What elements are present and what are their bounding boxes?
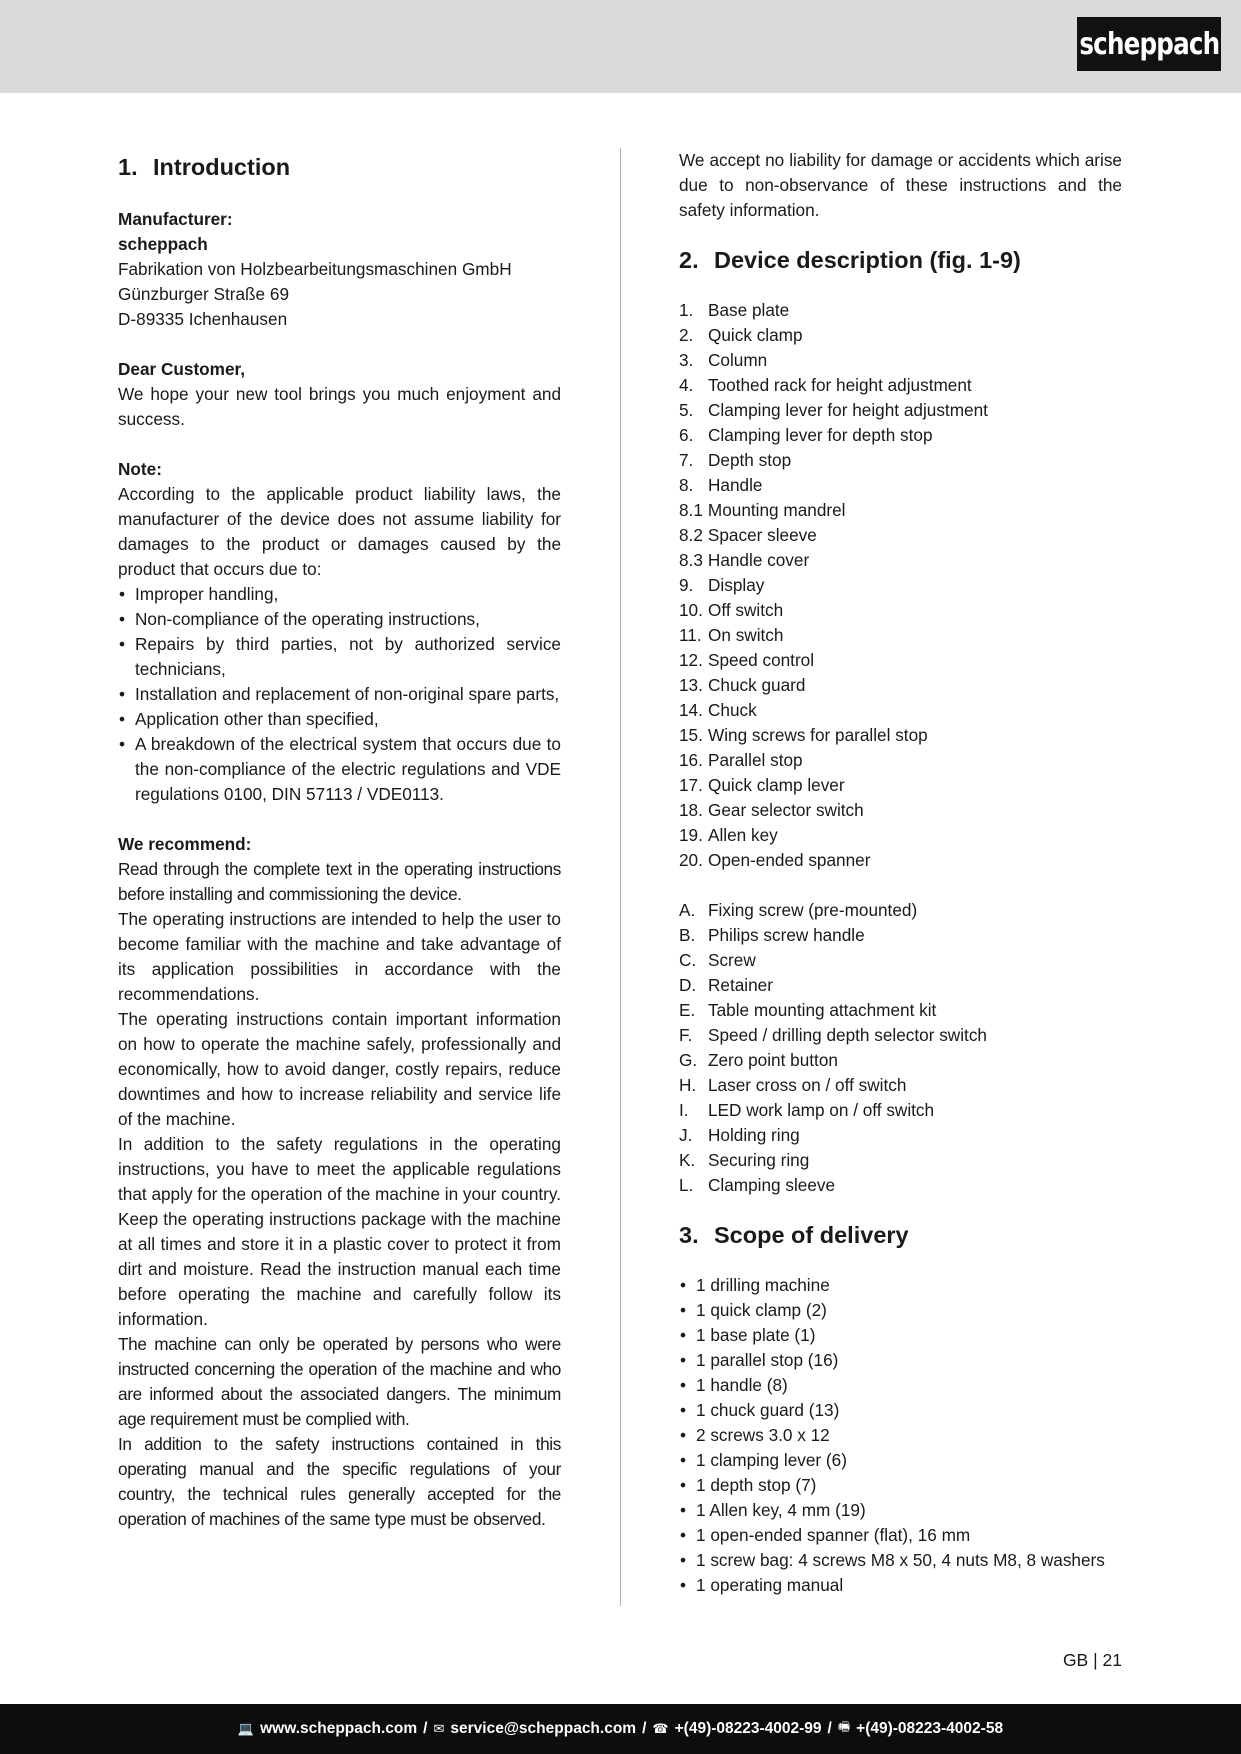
list-item: • 1 chuck guard (13) [679,1398,1122,1423]
list-item: • 1 screw bag: 4 screws M8 x 50, 4 nuts M8, 8 washers [679,1548,1122,1573]
recommend-paragraph: In addition to the safety instructions contained in this operating manual and the specific regulations of your country, the technical rules generally accepted for the operation of machines of the same type must be observed. [118,1434,561,1529]
footer-email[interactable]: service@scheppach.com [450,1720,637,1737]
list-item: E. Table mounting attachment kit [679,1000,937,1020]
address-line: Fabrikation von Holzbearbeitungsmaschinen GmbH [118,259,512,279]
phone-icon: ☎ [652,1721,669,1737]
footer-website[interactable]: www.scheppach.com [260,1720,418,1737]
list-item: 8.2 Spacer sleeve [679,525,817,545]
list-item: I. LED work lamp on / off switch [679,1100,935,1120]
list-item: 8.1 Mounting mandrel [679,500,846,520]
list-item: • Application other than specified, [118,707,561,732]
list-item: 11. On switch [679,625,784,645]
recommend-paragraph: Keep the operating instructions package with the machine at all times and store it in a plastic cover to protect it from dirt and moisture. Read the instruction manual each time before operating the machine and carefully follow its information. [118,1209,561,1329]
list-item: 2. Quick clamp [679,325,803,345]
list-item: 13. Chuck guard [679,675,806,695]
list-item: A. Fixing screw (pre-mounted) [679,900,918,920]
note-text: According to the applicable product liability laws, the manufacturer of the device does not assume liability for damages to the product or damages caused by the product that occurs due to: [118,484,561,579]
list-item: • 2 screws 3.0 x 12 [679,1423,1122,1448]
list-item: F. Speed / drilling depth selector switch [679,1025,987,1045]
list-item: L. Clamping sleeve [679,1175,836,1195]
device-heading: 2. Device description (fig. 1-9) [679,247,1021,273]
address-line: D-89335 Ichenhausen [118,309,288,329]
list-item: 19. Allen key [679,825,778,845]
list-item: G. Zero point button [679,1050,838,1070]
list-item: • A breakdown of the electrical system that occurs due to the non-compliance of the electric regulations and VDE regulations 0100, DIN 57113 / VDE0113. [118,732,561,807]
list-item: K. Securing ring [679,1150,810,1170]
list-item: H. Laser cross on / off switch [679,1075,907,1095]
page-number: GB | 21 [1062,1650,1122,1670]
footer-fax: +(49)-08223-4002-58 [856,1720,1004,1737]
list-item: 15. Wing screws for parallel stop [679,725,928,745]
fax-icon: 🖷 [837,1720,851,1735]
envelope-icon: ✉ [433,1721,445,1737]
list-item: 5. Clamping lever for height adjustment [679,400,988,420]
list-item: 12. Speed control [679,650,815,670]
scope-list [679,1273,1122,1598]
list-item: D. Retainer [679,975,773,995]
list-item: J. Holding ring [679,1125,800,1145]
note-list [118,582,561,807]
list-item: • 1 handle (8) [679,1373,1122,1398]
list-item: 6. Clamping lever for depth stop [679,425,933,445]
recommend-paragraph: In addition to the safety regulations in the operating instructions, you have to meet the applicable regulations that apply for the operation of the machine in your country. [118,1134,561,1204]
list-item: 16. Parallel stop [679,750,803,770]
list-item: • Improper handling, [118,582,561,607]
left-column [118,148,561,1532]
list-item: 4. Toothed rack for height adjustment [679,375,972,395]
scheppach-logo: scheppach [1077,17,1221,71]
list-item: 8.3 Handle cover [679,550,810,570]
list-item: • 1 depth stop (7) [679,1473,1122,1498]
list-item: • 1 quick clamp (2) [679,1298,1122,1323]
list-item: 8. Handle [679,475,763,495]
list-item: 3. Column [679,350,768,370]
dear-customer-text: We hope your new tool brings you much enjoyment and success. [118,384,561,429]
list-item: • 1 clamping lever (6) [679,1448,1122,1473]
list-item: B. Philips screw handle [679,925,865,945]
list-item: • 1 base plate (1) [679,1323,1122,1348]
scope-heading: 3. Scope of delivery [679,1222,909,1248]
list-item: • Repairs by third parties, not by authorized service technicians, [118,632,561,682]
recommend-paragraph: The operating instructions contain important information on how to operate the machine safely, professionally and economically, how to avoid danger, costly repairs, reduce downtimes and how to increase reliability and service life of the machine. [118,1009,561,1129]
list-item: • 1 operating manual [679,1573,1122,1598]
list-item: • 1 drilling machine [679,1273,1122,1298]
list-item: C. Screw [679,950,756,970]
note-label: Note: [118,459,162,479]
recommend-paragraph: The machine can only be operated by persons who were instructed concerning the operation of the machine and who are informed about the associated dangers. The minimum age requirement must be complied with. [118,1334,561,1429]
manufacturer-label: Manufacturer: [118,209,233,229]
recommend-label: We recommend: [118,834,252,854]
recommend-paragraph: The operating instructions are intended to help the user to become familiar with the machine and take advantage of its application possibilities in accordance with the recommendations. [118,909,561,1004]
laptop-icon: 💻 [237,1721,255,1737]
recommend-paragraph: Read through the complete text in the operating instructions before installing and commissioning the device. [118,859,561,904]
list-item: 9. Display [679,575,765,595]
accessories-list [679,898,1122,1198]
intro-heading: 1. Introduction [118,154,291,180]
list-item: 7. Depth stop [679,450,792,470]
list-item: • 1 parallel stop (16) [679,1348,1122,1373]
list-item: • 1 open-ended spanner (flat), 16 mm [679,1523,1122,1548]
header-band [0,0,1241,93]
list-item: 17. Quick clamp lever [679,775,845,795]
address-line: Günzburger Straße 69 [118,284,290,304]
dear-customer-label: Dear Customer, [118,359,246,379]
list-item: 10. Off switch [679,600,784,620]
list-item: 20. Open-ended spanner [679,850,871,870]
footer-bar: 💻 www.scheppach.com / ✉ service@scheppach.com / ☎ +(49)-08223-4002-99 / 🖷 +(49)-08223-4002-58 [0,1704,1241,1754]
right-column [679,148,1122,1598]
parts-list [679,298,1122,873]
list-item: • 1 Allen key, 4 mm (19) [679,1498,1122,1523]
column-divider [620,148,621,1606]
list-item: • Installation and replacement of non-original spare parts, [118,682,561,707]
liability-text: We accept no liability for damage or accidents which arise due to non-observance of these instructions and the safety information. [679,150,1122,220]
company-name: scheppach [118,234,208,254]
list-item: 18. Gear selector switch [679,800,864,820]
footer-phone: +(49)-08223-4002-99 [674,1720,822,1737]
list-item: 1. Base plate [679,300,790,320]
list-item: • Non-compliance of the operating instructions, [118,607,561,632]
list-item: 14. Chuck [679,700,757,720]
